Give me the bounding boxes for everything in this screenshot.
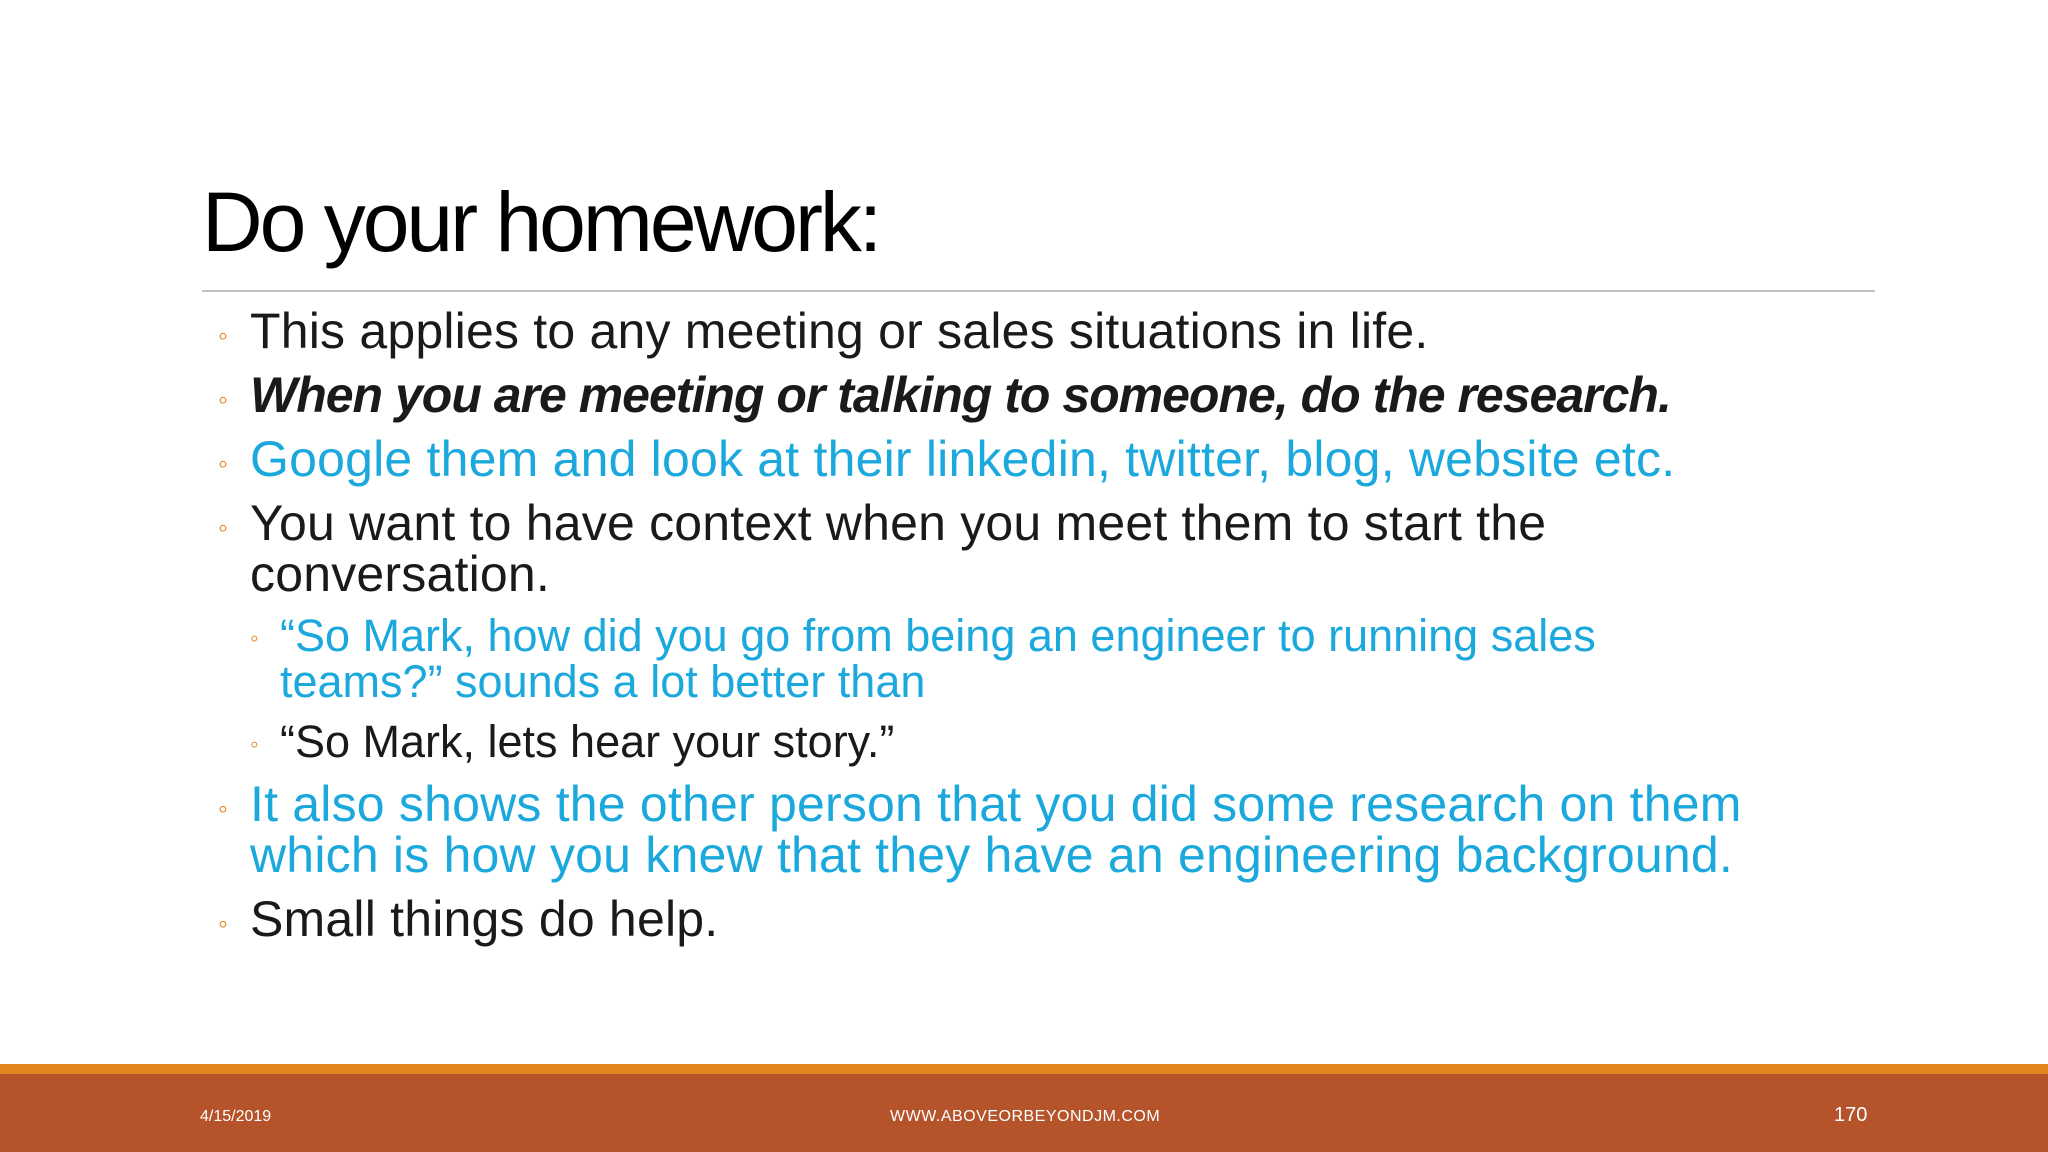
bullet-text: “So Mark, lets hear your story.”	[280, 716, 895, 767]
bullet-text-continuation: conversation.	[250, 546, 550, 602]
bullet-text: “So Mark, how did you go from being an engineer to running sales	[280, 610, 1596, 661]
bullet-text-continuation: which is how you knew that they have an engineering background.	[250, 827, 1733, 883]
bullet-list	[218, 303, 1918, 958]
bullet-marker-icon: ◦	[250, 731, 259, 758]
list-item	[250, 716, 1918, 767]
footer-accent-stripe	[0, 1064, 2048, 1074]
list-item	[218, 891, 1918, 947]
bullet-marker-icon: ◦	[218, 384, 229, 415]
bullet-marker-icon: ◦	[218, 908, 229, 939]
list-item	[218, 367, 1918, 423]
bullet-text: Small things do help.	[250, 891, 719, 947]
list-item	[250, 610, 1918, 707]
bullet-marker-icon: ◦	[218, 448, 229, 479]
bullet-text: Google them and look at their linkedin, twitter, blog, website etc.	[250, 431, 1676, 487]
list-item	[218, 495, 1918, 602]
bullet-marker-icon: ◦	[218, 512, 229, 543]
footer-date: 4/15/2019	[200, 1108, 272, 1125]
title-divider	[202, 290, 1875, 292]
list-item	[218, 776, 1918, 883]
footer-page-number: 170	[1834, 1104, 1868, 1126]
footer-url: WWW.ABOVEORBEYONDJM.COM	[890, 1108, 1161, 1125]
slide-title: Do your homework:	[202, 175, 880, 269]
bullet-text: This applies to any meeting or sales situations in life.	[250, 303, 1429, 359]
bullet-text-continuation: teams?” sounds a lot better than	[280, 656, 926, 707]
bullet-text: You want to have context when you meet them to start the	[250, 495, 1547, 551]
list-item	[218, 431, 1918, 487]
list-item	[218, 303, 1918, 359]
bullet-marker-icon: ◦	[218, 320, 229, 351]
bullet-text: When you are meeting or talking to someone, do the research.	[250, 367, 1671, 423]
bullet-marker-icon: ◦	[218, 793, 229, 824]
bullet-marker-icon: ◦	[250, 625, 259, 652]
bullet-text: It also shows the other person that you did some research on them	[250, 776, 1742, 832]
